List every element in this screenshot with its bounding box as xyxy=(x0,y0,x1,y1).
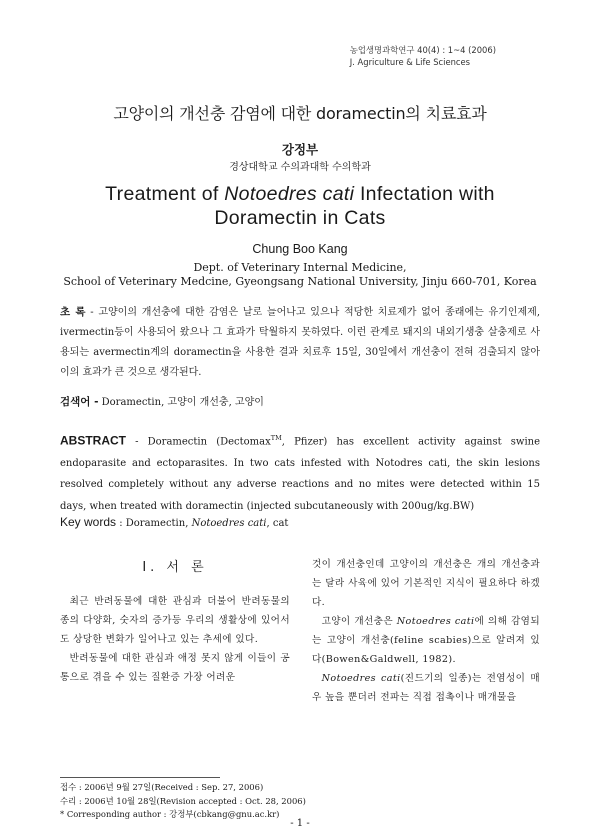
footnotes xyxy=(60,781,306,822)
page-number: - 1 - xyxy=(290,818,310,829)
footnote-revised: 수리 : 2006년 10월 28일(Revision accepted : Oct. 28, 2006) xyxy=(60,795,306,806)
english-keywords-pre: : Doramectin, xyxy=(116,518,192,529)
english-title-species: Notoedres cati xyxy=(224,183,355,205)
english-keywords xyxy=(60,515,288,529)
korean-keywords-label: 검색어 - xyxy=(60,396,99,408)
intro-p5-post: (진드기의 일종)는 전염성이 매우 높을 뿐더러 전파는 직접 접촉이나 매개물을 xyxy=(312,673,540,703)
footnote-corresponding: * Corresponding author : 강정부(cbkang@gnu.ac.kr) xyxy=(60,809,280,819)
korean-keywords-text: Doramectin, 고양이 개선충, 고양이 xyxy=(98,397,264,408)
intro-paragraph-4 xyxy=(312,612,540,669)
english-keywords-label: Key words xyxy=(60,515,117,529)
english-title-part1: Treatment of xyxy=(105,183,225,205)
korean-title: 고양이의 개선충 감염에 대한 doramectin의 치료효과 xyxy=(113,104,487,123)
korean-abstract-label: 초 록 xyxy=(60,306,86,318)
english-department: Dept. of Veterinary Internal Medicine, xyxy=(193,261,407,274)
intro-paragraph-3: 것이 개선충인데 고양이의 개선충은 개의 개선충과는 달라 사육에 있어 기본적인 지식이 필요하다 하겠다. xyxy=(312,559,540,608)
english-abstract-post: , Pfizer) has excellent activity against swine endoparasite and ectoparasites. In two cats infested with Notodres cati, the skin lesions resolved completely without any adverse reactions and no mites were detected within 15 days, when treated with doramectin (injected subcutaneously with 200ug/kg.BW) xyxy=(60,436,541,512)
footnote-received: 접수 : 2006년 9월 27일(Received : Sep. 27, 2006) xyxy=(60,782,264,792)
english-abstract-pre: - Doramectin (Dectomax xyxy=(126,436,271,448)
journal-name: J. Agriculture & Life Sciences xyxy=(349,57,471,67)
korean-keywords xyxy=(60,393,264,409)
journal-info xyxy=(350,44,496,68)
intro-p5-species: Notoedres cati xyxy=(321,673,401,684)
english-title xyxy=(60,182,540,230)
korean-affiliation: 경상대학교 수의과대학 수의학과 xyxy=(229,162,371,173)
intro-left-column xyxy=(60,592,290,687)
english-school: School of Veterinary Medcine, Gyeongsang National University, Jinju 660-701, Korea xyxy=(63,275,537,288)
intro-p4-pre: 고양이 개선충은 xyxy=(321,616,397,627)
trademark-sup: TM xyxy=(270,434,282,442)
intro-paragraph-5 xyxy=(312,669,540,707)
intro-paragraph-2: 반려동물에 대한 관심과 애정 못지 않게 이들이 공통으로 겪을 수 있는 질환증 가장 어려운 xyxy=(60,653,290,683)
intro-paragraph-1: 최근 반려동물에 대한 관심과 더불어 반려동물의 종의 다양화, 숫자의 증가등 우리의 생활상에 있어서도 상당한 변화가 일어나고 있는 추세에 있다. xyxy=(60,596,290,645)
korean-abstract xyxy=(60,302,540,383)
english-abstract xyxy=(60,428,540,517)
korean-abstract-text: - 고양이의 개선충에 대한 감염은 날로 늘어나고 있으나 적당한 치료제가 없어 종래에는 유기인제제, ivermectin등이 사용되어 왔으나 그 효과가 탁월하지 못하였다. 이런 관계로 돼지의 내외기생충 살충제로 사용되는 avermectin계의 doramectin을 사용한 결과 치료후 15일, 30일에서 개선충이 전혀 검출되지 않아 이의 효과가 큰 것으로 생각된다. xyxy=(60,307,540,378)
english-author: Chung Boo Kang xyxy=(252,242,348,256)
journal-volume: 농업생명과학연구 40(4) : 1~4 (2006) xyxy=(349,45,496,55)
english-abstract-label: ABSTRACT xyxy=(60,433,126,448)
intro-p4-species: Notoedres cati xyxy=(396,616,475,627)
section-heading-introduction: I. 서 론 xyxy=(142,560,208,575)
intro-right-column xyxy=(312,555,540,707)
intro-p4-post: 에 의해 감염되는 고양이 개선충(feline scabies)으로 알려져 있다(Bowen&Galdwell, 1982). xyxy=(312,616,540,665)
footnote-divider xyxy=(60,777,220,778)
english-keywords-species: Notoedres cati xyxy=(191,518,267,529)
korean-author: 강정부 xyxy=(281,142,319,157)
english-title-part2: Infectation with Doramectin in Cats xyxy=(214,183,495,229)
english-keywords-post: , cat xyxy=(266,518,289,529)
